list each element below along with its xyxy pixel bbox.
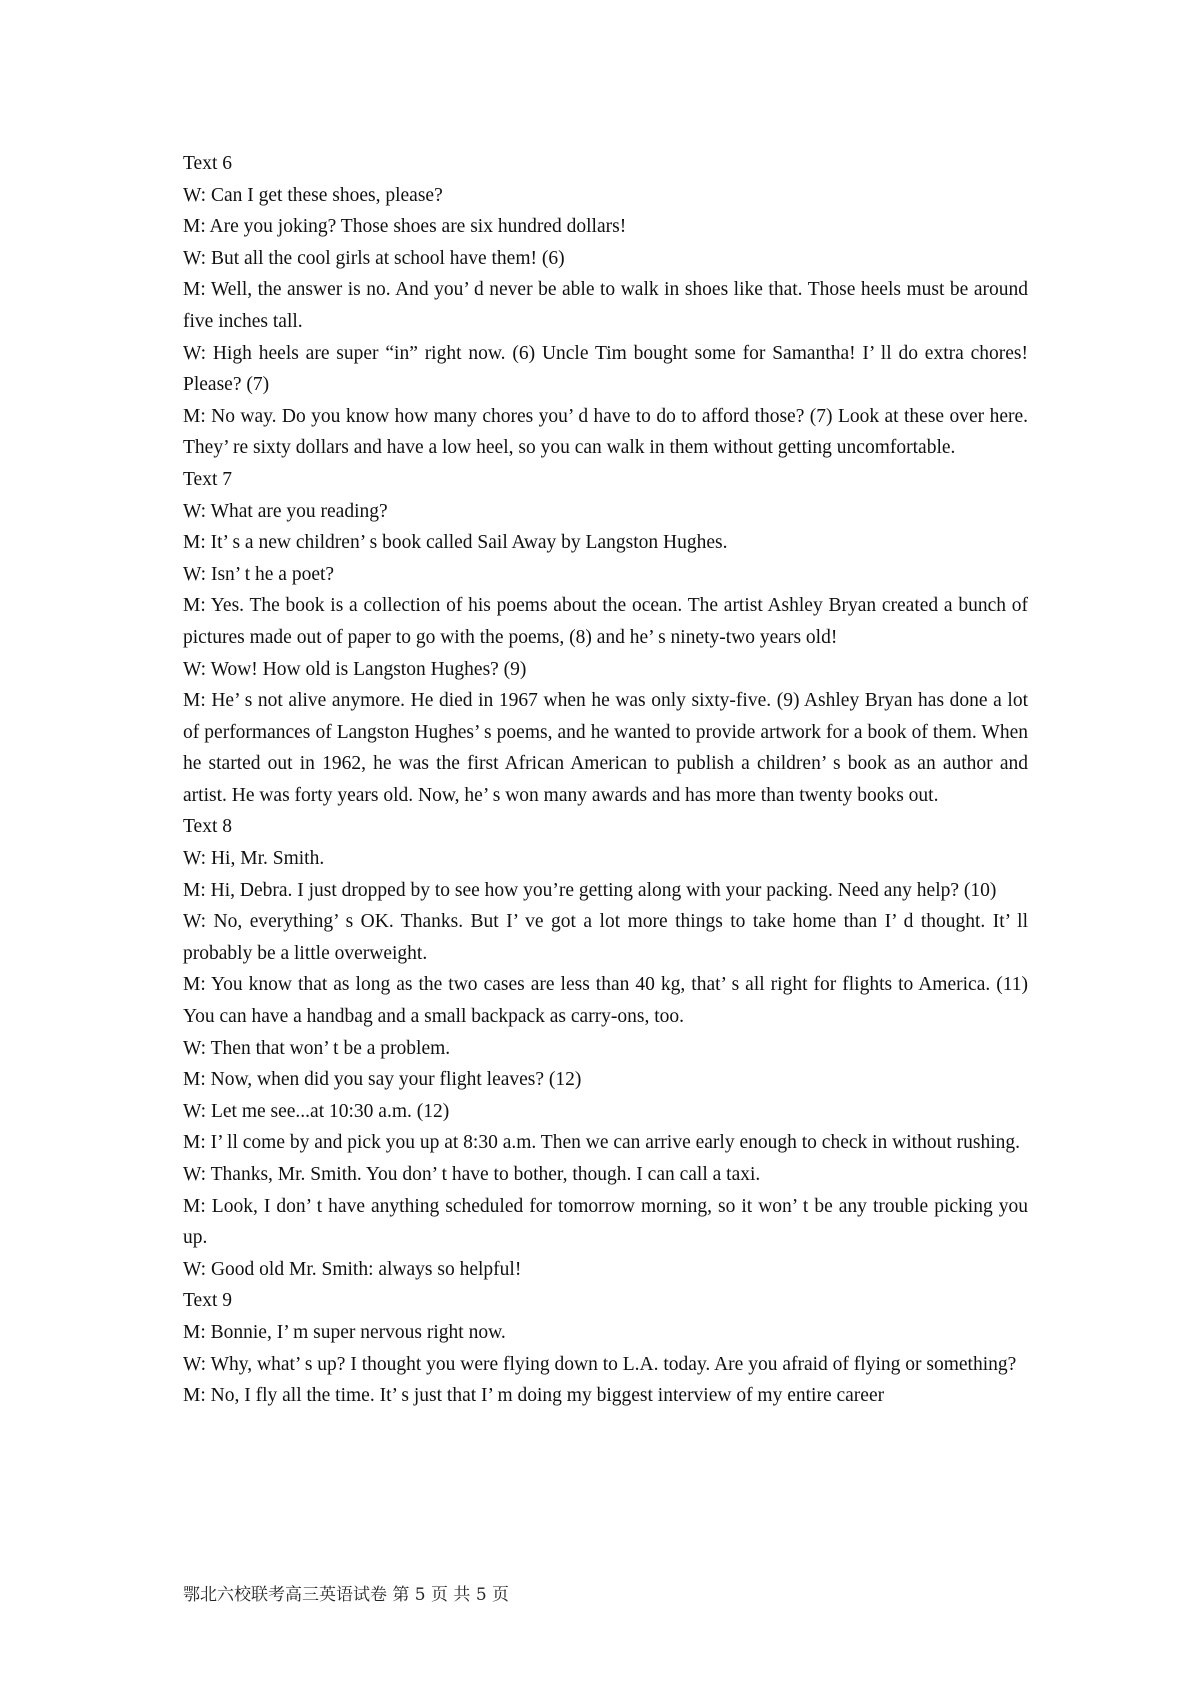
section-title: Text 6 [183,153,232,174]
dialogue-line: M: I’ ll come by and pick you up at 8:30 a.m. Then we can arrive early enough to check in without rushing. [183,1132,1021,1154]
dialogue-line: W: No, everything’ s OK. Thanks. But I’ ve got a lot more things to take home than I’ d thought. It’ ll probably be a little overweight. [183,911,1028,964]
dialogue-line: W: Thanks, Mr. Smith. You don’ t have to bother, though. I can call a taxi. [183,1164,761,1185]
document-body [183,148,1028,1412]
dialogue-line: W: Then that won’ t be a problem. [183,1037,451,1059]
dialogue-line: W: What are you reading? [183,500,388,522]
dialogue-line: W: High heels are super “in” right now. (6) Uncle Tim bought some for Samantha! I’ ll do extra chores! Please? (7) [183,342,1028,396]
dialogue-line: M: No way. Do you know how many chores you’ d have to do to afford those? (7) Look at these over here. They’ re sixty dollars and have a low heel, so you can walk in them without getting uncomfortable. [183,405,1028,459]
section-text-6 [183,148,1028,464]
dialogue-line: W: Why, what’ s up? I thought you were flying down to L.A. today. Are you afraid of flying or something? [183,1353,1017,1375]
dialogue-line: M: He’ s not alive anymore. He died in 1967 when he was only sixty-five. (9) Ashley Bryan has done a lot of performances of Langston Hughes’ s poems, and he wanted to provide artwork for a book of them. When he started out in 1962, he was the first African American to publish a children’ s book as an author and artist. He was forty years old. Now, he’ s won many awards and has more than twenty books out. [183,690,1028,806]
dialogue-line: W: But all the cool girls at school have them! (6) [183,247,565,269]
dialogue-line: M: You know that as long as the two cases are less than 40 kg, that’ s all right for flights to America. (11) You can have a handbag and a small backpack as carry-ons, too. [183,974,1028,1028]
section-text-7 [183,464,1028,812]
dialogue-line: W: Can I get these shoes, please? [183,184,443,206]
dialogue-line: M: Now, when did you say your flight leaves? (12) [183,1069,582,1091]
dialogue-line: M: Look, I don’ t have anything scheduled for tomorrow morning, so it won’ t be any trouble picking you up. [183,1195,1028,1249]
dialogue-line: M: Are you joking? Those shoes are six hundred dollars! [183,216,627,238]
dialogue-line: M: Well, the answer is no. And you’ d never be able to walk in shoes like that. Those heels must be around five inches tall. [183,279,1028,332]
dialogue-line: W: Let me see...at 10:30 a.m. (12) [183,1100,450,1122]
section-title: Text 8 [183,816,232,838]
page-footer: 鄂北六校联考高三英语试卷 第 5 页 共 5 页 [183,1585,510,1605]
section-text-9 [183,1285,1028,1411]
section-text-8 [183,811,1028,1285]
dialogue-line: W: Hi, Mr. Smith. [183,848,325,870]
section-title: Text 9 [183,1290,232,1312]
dialogue-line: W: Good old Mr. Smith: always so helpful! [183,1258,522,1280]
dialogue-line: M: Bonnie, I’ m super nervous right now. [183,1321,506,1343]
dialogue-line: W: Wow! How old is Langston Hughes? (9) [183,658,527,680]
dialogue-line: M: No, I fly all the time. It’ s just that I’ m doing my biggest interview of my entire career [183,1385,885,1407]
dialogue-line: M: It’ s a new children’ s book called Sail Away by Langston Hughes. [183,532,728,554]
dialogue-line: W: Isn’ t he a poet? [183,563,335,585]
dialogue-line: M: Hi, Debra. I just dropped by to see how you’re getting along with your packing. Need any help? (10) [183,879,997,901]
dialogue-line: M: Yes. The book is a collection of his poems about the ocean. The artist Ashley Bryan created a bunch of pictures made out of paper to go with the poems, (8) and he’ s ninety-two years old! [183,595,1028,648]
section-title: Text 7 [183,468,232,490]
